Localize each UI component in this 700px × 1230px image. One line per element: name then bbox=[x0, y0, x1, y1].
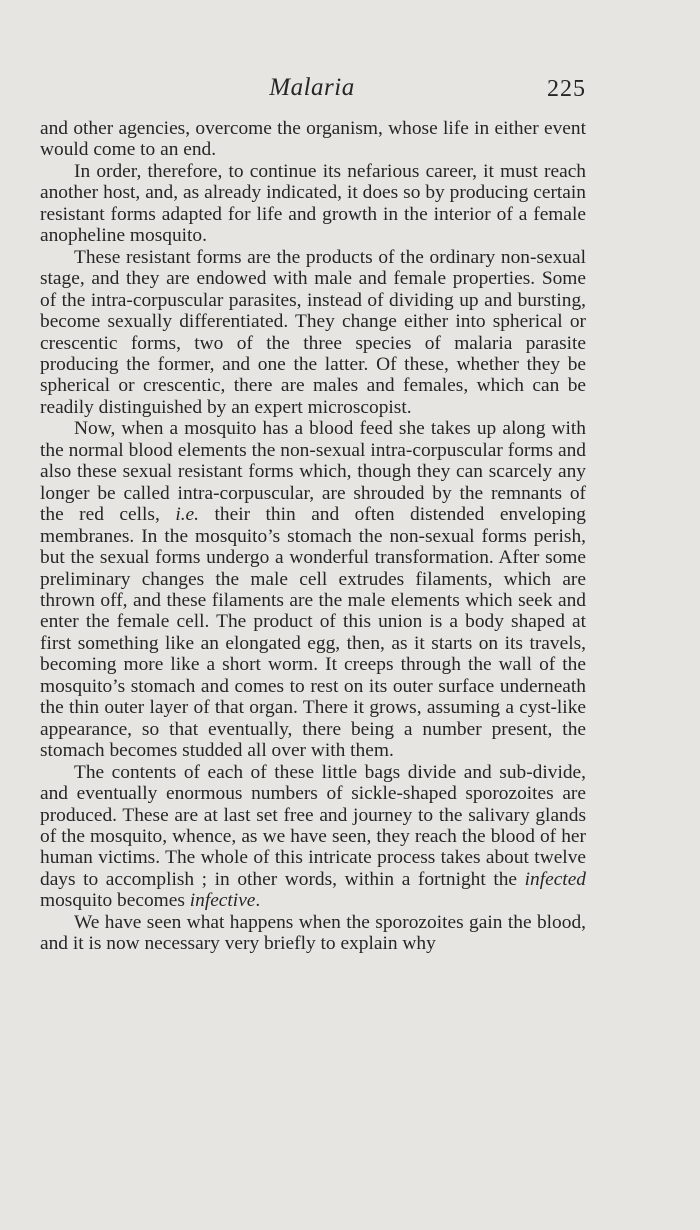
paragraph bbox=[40, 118, 586, 161]
paragraph bbox=[40, 912, 586, 955]
text-segment: In order, therefore, to continue its nefarious career, it must reach another host, and, as already indicated, it does so by producing certain resistant forms adapted for life and growth in the interior of a female anopheline mosquito. bbox=[40, 160, 586, 247]
text-segment: their thin and often distended enveloping membranes. In the mosquito’s stomach the non-sexual forms perish, but the sexual forms undergo a wonderful transformation. After some preliminary changes the male cell extrudes filaments, which are thrown off, and these filaments are the male elements which seek and enter the female cell. The product of this union is a body shaped at first something like an elongated egg, then, as it starts on its travels, becoming more like a short worm. It creeps through the wall of the mosquito’s stomach and comes to rest on its outer surface underneath the thin outer layer of that organ. There it grows, assuming a cyst-like appearance, so that eventually, there being a number present, the stomach becomes studded all over with them. bbox=[40, 504, 586, 762]
text-segment: and other agencies, overcome the organism, whose life in either event would come to an end. bbox=[40, 118, 586, 161]
page-number: 225 bbox=[547, 76, 586, 102]
text-segment: The contents of each of these little bags divide and sub-divide, and eventually enormous numbers of sickle-shaped sporozoites are produced. These are at last set free and journey to the salivary glands of the mosquito, whence, as we have seen, they reach the blood of her human victims. The whole of this intricate process takes about twelve days to accomplish ; in other words, within a fortnight the bbox=[40, 761, 586, 890]
paragraph bbox=[40, 762, 586, 912]
text-segment: These resistant forms are the products of the ordinary non-sexual stage, and they are endowed with male and female properties. Some of the intra-corpuscular parasites, instead of dividing up and bursting, become sexually differentiated. They change either into spherical or crescentic forms, two of the three species of malaria parasite producing the former, and one the latter. Of these, whether they be spherical or crescentic, there are males and females, which can be readily distinguished by an expert microscopist. bbox=[40, 246, 586, 418]
italic-text: infected bbox=[524, 868, 586, 890]
italic-text: i.e. bbox=[175, 504, 200, 526]
text-segment: Now, when a mosquito has a blood feed she takes up along with the normal blood elements the non-sexual intra-corpuscular forms and also these sexual resistant forms which, though they can scarcely any longer be called intra-corpuscular, are shrouded by the remnants of the red cells, bbox=[40, 418, 586, 526]
body-text bbox=[40, 118, 586, 955]
text-segment: We have seen what happens when the sporozoites gain the blood, and it is now necessary very briefly to explain why bbox=[40, 911, 586, 955]
chapter-title: Malaria bbox=[269, 74, 355, 101]
running-head bbox=[38, 74, 586, 108]
paragraph bbox=[40, 161, 586, 247]
paragraph bbox=[40, 418, 586, 761]
text-segment: mosquito becomes bbox=[40, 890, 190, 912]
text-segment: . bbox=[255, 890, 261, 912]
paragraph bbox=[40, 247, 586, 419]
italic-text: infective bbox=[189, 890, 256, 912]
